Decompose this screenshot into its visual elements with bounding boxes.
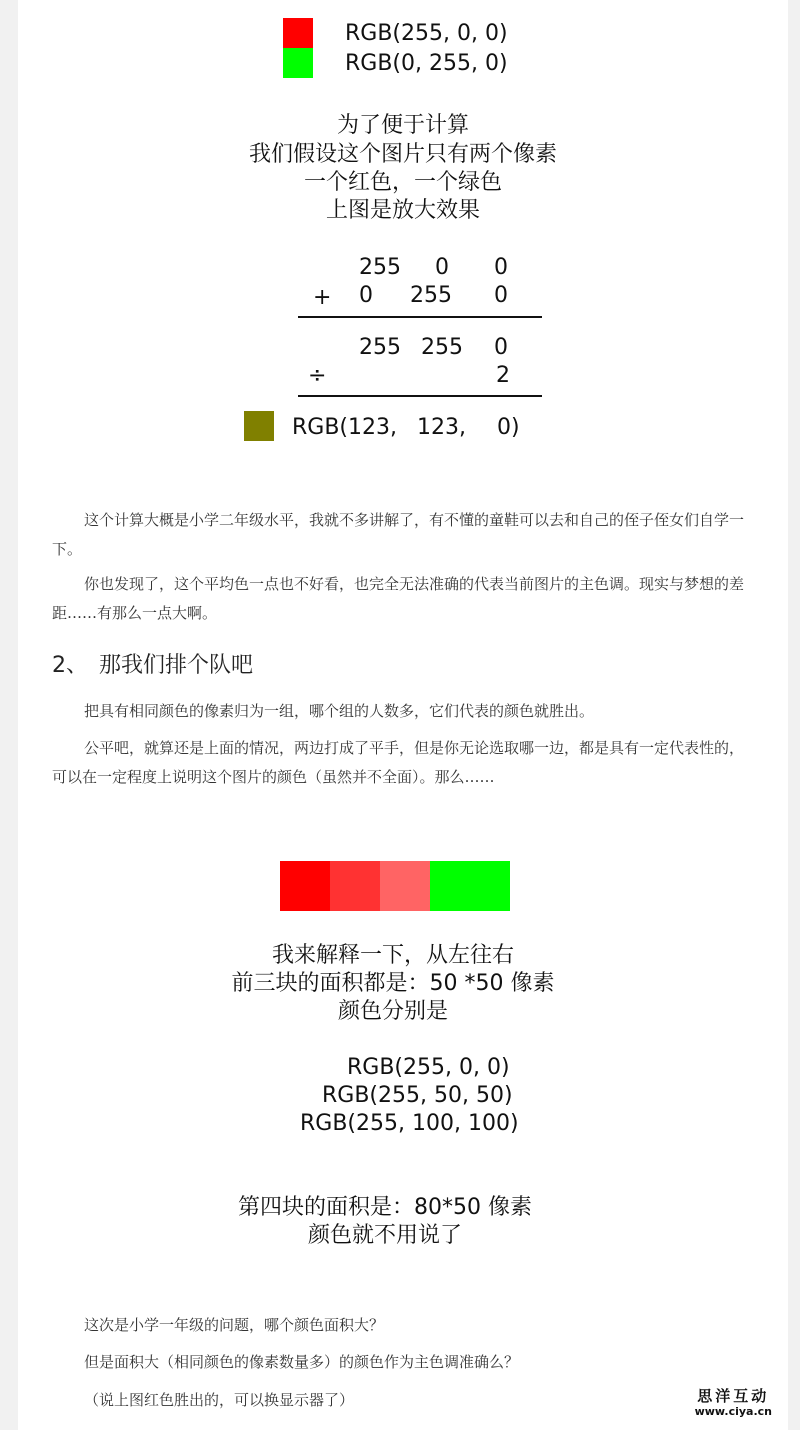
result-prefix: RGB(123, (292, 415, 397, 440)
color-blocks (280, 861, 510, 911)
block-line: 颜色分别是 (337, 999, 448, 1024)
olive-swatch (244, 411, 274, 441)
calc-r1-c3: 0 (494, 255, 508, 280)
calc-r2-c1: 0 (359, 283, 373, 308)
explain-line: 我们假设这个图片只有两个像素 (248, 142, 557, 167)
article-page (18, 0, 788, 1430)
block-line: 我来解释一下，从左往右 (271, 943, 514, 968)
explain-line: 一个红色，一个绿色 (303, 170, 502, 195)
green-rgb-label: RGB(0, 255, 0) (345, 51, 508, 76)
paragraph: 这次是小学一年级的问题，哪个颜色面积大？ (84, 1316, 385, 1334)
result-mid: 123, (417, 415, 466, 440)
paragraph: 把具有相同颜色的像素归为一组，哪个组的人数多，它们代表的颜色就胜出。 (84, 702, 595, 720)
watermark-cn: 思洋互动 (697, 1387, 770, 1405)
block-rgb: RGB(255, 0, 0) (347, 1055, 510, 1080)
green-swatch (283, 48, 313, 78)
calc-sum-c2: 255 (421, 335, 463, 360)
red-rgb-label: RGB(255, 0, 0) (345, 21, 508, 46)
color-block-4 (430, 861, 510, 911)
block-rgb: RGB(255, 100, 100) (300, 1111, 519, 1136)
fourth-line: 第四块的面积是：80*50 像素 (238, 1195, 532, 1220)
site-watermark (695, 1387, 772, 1418)
red-swatch (283, 18, 313, 48)
block-rgb: RGB(255, 50, 50) (322, 1083, 513, 1108)
result-line (298, 395, 542, 397)
color-block-1 (280, 861, 330, 911)
paragraph: 你也发现了，这个平均色一点也不好看，也完全无法准确的代表当前图片的主色调。现实与梦想的差距……有那么一点大啊。 (52, 575, 745, 622)
explain-line: 上图是放大效果 (325, 198, 480, 223)
paragraph: 这个计算大概是小学二年级水平，我就不多讲解了，有不懂的童鞋可以去和自己的侄子侄女们自学一下。 (52, 511, 745, 558)
block-line: 前三块的面积都是：50 *50 像素 (231, 971, 555, 996)
section-heading: 2、 那我们排个队吧 (52, 653, 253, 678)
plus-sign: + (313, 285, 332, 310)
calc-r1-c2: 0 (435, 255, 449, 280)
color-block-2 (330, 861, 380, 911)
watermark-url: www.ciya.cn (694, 1405, 772, 1418)
paragraph: （说上图红色胜出的，可以换显示器了） (84, 1391, 355, 1409)
divide-sign: ÷ (308, 363, 327, 388)
calc-r2-c2: 255 (410, 283, 452, 308)
calc-r2-c3: 0 (494, 283, 508, 308)
paragraph: 但是面积大（相同颜色的像素数量多）的颜色作为主色调准确么？ (84, 1353, 520, 1371)
sum-line (298, 316, 542, 318)
result-end: 0) (497, 415, 520, 440)
explain-line: 为了便于计算 (336, 113, 469, 138)
calc-r1-c1: 255 (359, 255, 401, 280)
calc-sum-c1: 255 (359, 335, 401, 360)
calc-sum-c3: 0 (494, 335, 508, 360)
divisor: 2 (496, 363, 510, 388)
fourth-line: 颜色就不用说了 (307, 1223, 462, 1248)
color-block-3 (380, 861, 430, 911)
paragraph: 公平吧，就算还是上面的情况，两边打成了平手，但是你无论选取哪一边，都是具有一定代表性的，可以在一定程度上说明这个图片的颜色（虽然并不全面）。那么…… (52, 739, 745, 786)
